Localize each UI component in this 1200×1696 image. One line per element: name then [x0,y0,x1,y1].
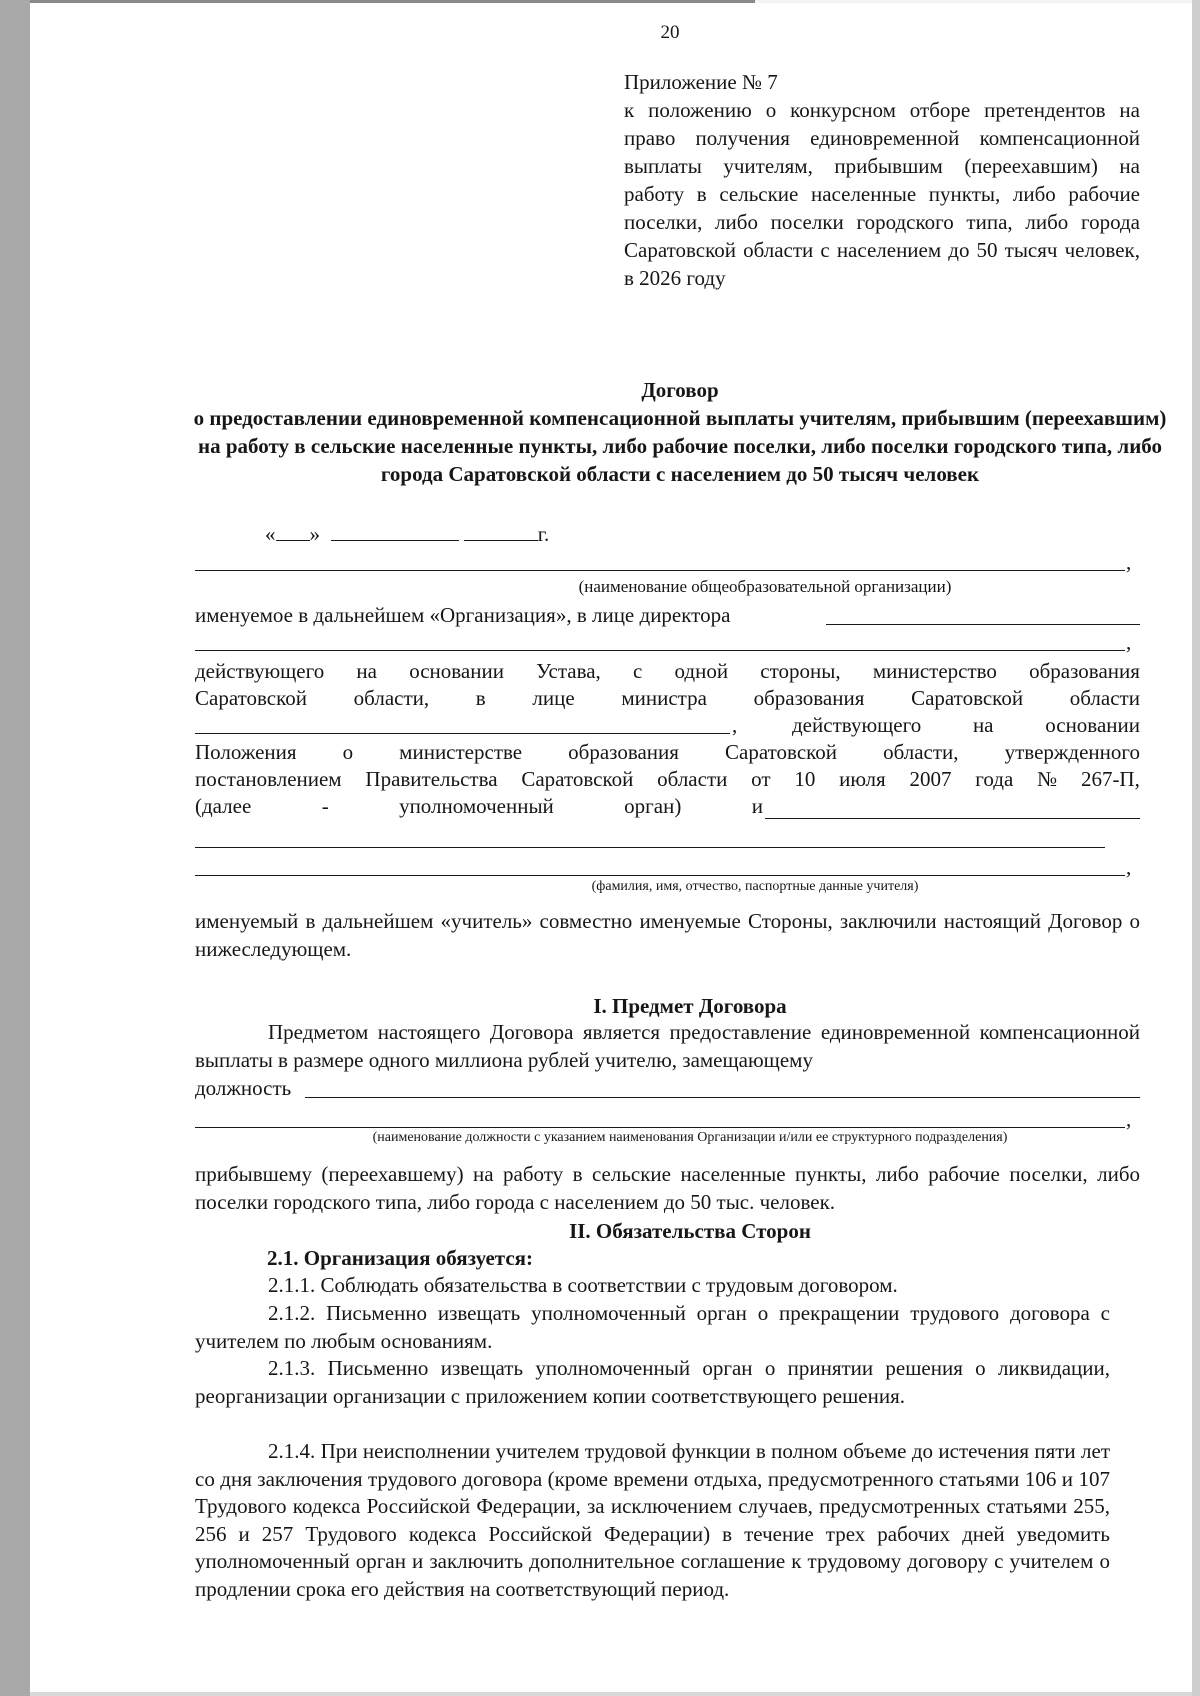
page-number: 20 [660,22,680,43]
word: о [342,740,354,764]
word: - [321,794,329,818]
position-line-1 [305,1097,1140,1098]
word: Положения [195,740,297,764]
position-caption: (наименование должности с указанием наименования Организации и/или ее структурного подразделения) [372,1130,1008,1145]
word: на [972,713,994,737]
parties-line-3 [195,657,1140,685]
teacher-caption: (фамилия, имя, отчество, паспортные данные учителя) [591,879,919,894]
word: лице [532,686,575,710]
appendix-text: к положению о конкурсном отборе претендентов на право получения единовременной компенсационной выплаты учителям, прибывшим (переехавшим) на работу в сельские населенные пункты, либо рабочие поселки, либо поселки городского типа, либо города Саратовской области с населением до 50 тысяч человек, в 2026 году [624,98,1140,290]
word: 10 [794,767,816,791]
word: области, [883,740,959,764]
section-2-1-title: 2.1. Организация обязуется: [267,1246,534,1270]
word: в [475,686,486,710]
word: Устава, [536,659,601,683]
word: 267-П, [1080,767,1140,791]
section-2-title: II. Обязательства Сторон [569,1219,811,1243]
word: действующего [195,659,325,683]
word: Саратовской [725,740,838,764]
parties-line-5 [792,711,1140,739]
appendix-title: Приложение № 7 [624,70,778,94]
word: основании [409,659,504,683]
parties-closing-paragraph: именуемый в дальнейшем «учитель» совместно именуемые Стороны, заключили настоящий Договор о нижеследующем. [195,909,1140,961]
section-1-title: I. Предмет Договора [593,994,787,1018]
teacher-comma: , [1126,855,1132,879]
word: основании [1045,713,1140,737]
word: с [633,659,643,683]
word: (далее [195,794,252,818]
word: Саратовской [521,767,634,791]
word: Саратовской [911,686,1024,710]
director-name-line-2 [195,650,1125,651]
word: стороны, [760,659,841,683]
word: № [1037,767,1058,791]
scan-right-edge [1192,0,1200,1696]
word: министерство [872,659,997,683]
word: министерстве [399,740,523,764]
organization-name-line [195,570,1125,571]
word: образования [568,740,679,764]
parties-line-4 [195,684,1140,712]
minister-comma: , [732,713,738,737]
parties-line-6 [195,738,1140,766]
word: на [356,659,377,683]
clause-2-1-4: 2.1.4. При неисполнении учителем трудовой функции в полном объеме до истечения пяти лет со дня заключения трудового договора (кроме времени отдыха, предусмотренного статьями 106 и 107 Трудового кодекса Российской Федерации, за исключением случаев, предусмотренных статьями 255, 256 и 257 Трудового кодекса Российской Федерации) в течение трех рабочих дней уведомить уполномоченный орган и заключить дополнительное соглашение к трудовому договору с учителем о продлении срока его действия на соответствующий период. [195,1439,1110,1601]
date-open-quote: « [265,522,276,546]
word: 2007 [909,767,952,791]
date-close-quote: » [309,522,320,546]
clause-2-1-1: 2.1.1. Соблюдать обязательства в соответствии с трудовым договором. [268,1273,898,1297]
teacher-name-line-3 [195,875,1125,876]
word: образования [753,686,865,710]
contract-date-line [265,520,549,548]
word: уполномоченный [399,794,554,818]
date-suffix: г. [537,522,550,546]
contract-subtitle: о предоставлении единовременной компенсационной выплаты учителям, прибывшим (переехавшим) на работу в сельские населенные пункты, либо рабочие поселки, либо поселки городского типа, либо города Саратовской области с населением до 50 тысяч человек [193,406,1167,486]
contract-heading [180,376,1180,488]
word: и [751,794,763,818]
teacher-name-line-2 [195,847,1105,848]
section-1-paragraph-end: прибывшему (переехавшему) на работу в сельские населенные пункты, либо рабочие поселки, либо поселки городского типа, либо города с населением до 50 тыс. человек. [195,1162,1140,1214]
word: министра [621,686,707,710]
date-day-blank [276,522,310,541]
organization-comma: , [1126,550,1132,574]
date-year-blank [464,522,538,541]
word: действующего [792,713,922,737]
word: года [975,767,1014,791]
section-1-paragraph: Предметом настоящего Договора является предоставление единовременной компенсационной выплаты в размере одного миллиона рублей учителю, замещающему [195,1020,1140,1072]
director-text: именуемое в дальнейшем «Организация», в лице директора [195,603,731,627]
clause-2-1-2: 2.1.2. Письменно извещать уполномоченный орган о прекращении трудового договора с учителем по любым основаниям. [195,1301,1110,1353]
word: Саратовской [195,686,307,710]
parties-line-7 [195,765,1140,793]
word: одной [674,659,729,683]
minister-name-line [195,733,730,734]
word: области, [353,686,430,710]
word: области [1069,686,1140,710]
organization-caption: (наименование общеобразовательной организации) [578,577,952,596]
word: Правительства [365,767,498,791]
contract-title: Договор [641,378,719,402]
teacher-name-line-1 [765,818,1140,819]
word: орган) [624,794,682,818]
appendix-block [624,68,1140,292]
clause-2-1-3: 2.1.3. Письменно извещать уполномоченный орган о принятии решения о ликвидации, реорганизации организации с приложением копии соответствующего решения. [195,1356,1110,1408]
position-line-2 [195,1127,1125,1128]
director-comma: , [1126,630,1132,654]
word: области [657,767,728,791]
word: образования [1029,659,1140,683]
word: утвержденного [1004,740,1140,764]
scan-bottom-edge [30,1692,1192,1696]
director-name-line-1 [826,624,1140,625]
word: постановлением [195,767,342,791]
position-label: должность [195,1076,292,1100]
position-comma: , [1126,1107,1132,1131]
word: июля [839,767,886,791]
parties-line-8 [195,792,763,820]
date-month-blank [331,522,459,541]
scan-left-edge [0,0,30,1696]
word: от [751,767,771,791]
